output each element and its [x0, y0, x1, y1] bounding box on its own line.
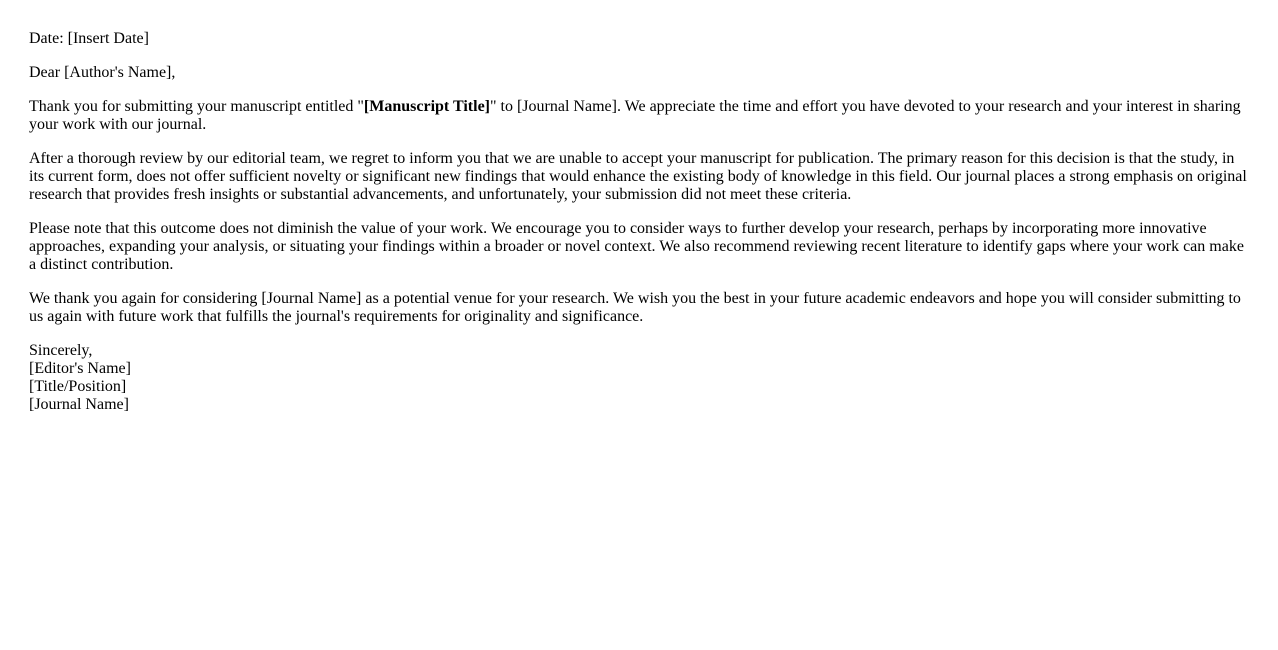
signature-editor-name: [Editor's Name] — [29, 360, 131, 377]
signature-title-position: [Title/Position] — [29, 378, 127, 395]
paragraph-thanks-after-bold: " to [Journal Name]. We appreciate the time and effort you have devoted to your research and your interest in sharing your work with our journal. — [29, 98, 1241, 133]
manuscript-title-placeholder: [Manuscript Title] — [363, 98, 490, 115]
paragraph-rejection: After a thorough review by our editorial team, we regret to inform you that we are unable to accept your manuscript for publication. The primary reason for this decision is that the study, in its current form, does not offer sufficient novelty or significant new findings that would enhance the existing body of knowledge in this field. Our journal places a strong emphasis on original research that provides fresh insights or substantial advancements, and unfortunately, your submission did not meet these criteria. — [29, 150, 1247, 203]
paragraph-encouragement: Please note that this outcome does not diminish the value of your work. We encourage you to consider ways to further develop your research, perhaps by incorporating more innovative approaches, expanding your analysis, or situating your findings within a broader or novel context. We also recommend reviewing recent literature to identify gaps where your work can make a distinct contribution. — [29, 220, 1244, 273]
signature-closing: Sincerely, — [29, 342, 93, 359]
paragraph-thanks-before-bold: Thank you for submitting your manuscript entitled " — [29, 98, 364, 115]
paragraph-closing: We thank you again for considering [Journal Name] as a potential venue for your research. We wish you the best in your future academic endeavors and hope you will consider submitting to us again with future work that fulfills the journal's requirements for originality and significance. — [29, 290, 1241, 325]
salutation: Dear [Author's Name], — [29, 64, 176, 81]
signature-block — [29, 342, 1248, 414]
signature-journal-name: [Journal Name] — [29, 396, 129, 413]
date-line: Date: [Insert Date] — [29, 30, 149, 47]
paragraph-thanks — [29, 98, 1248, 134]
